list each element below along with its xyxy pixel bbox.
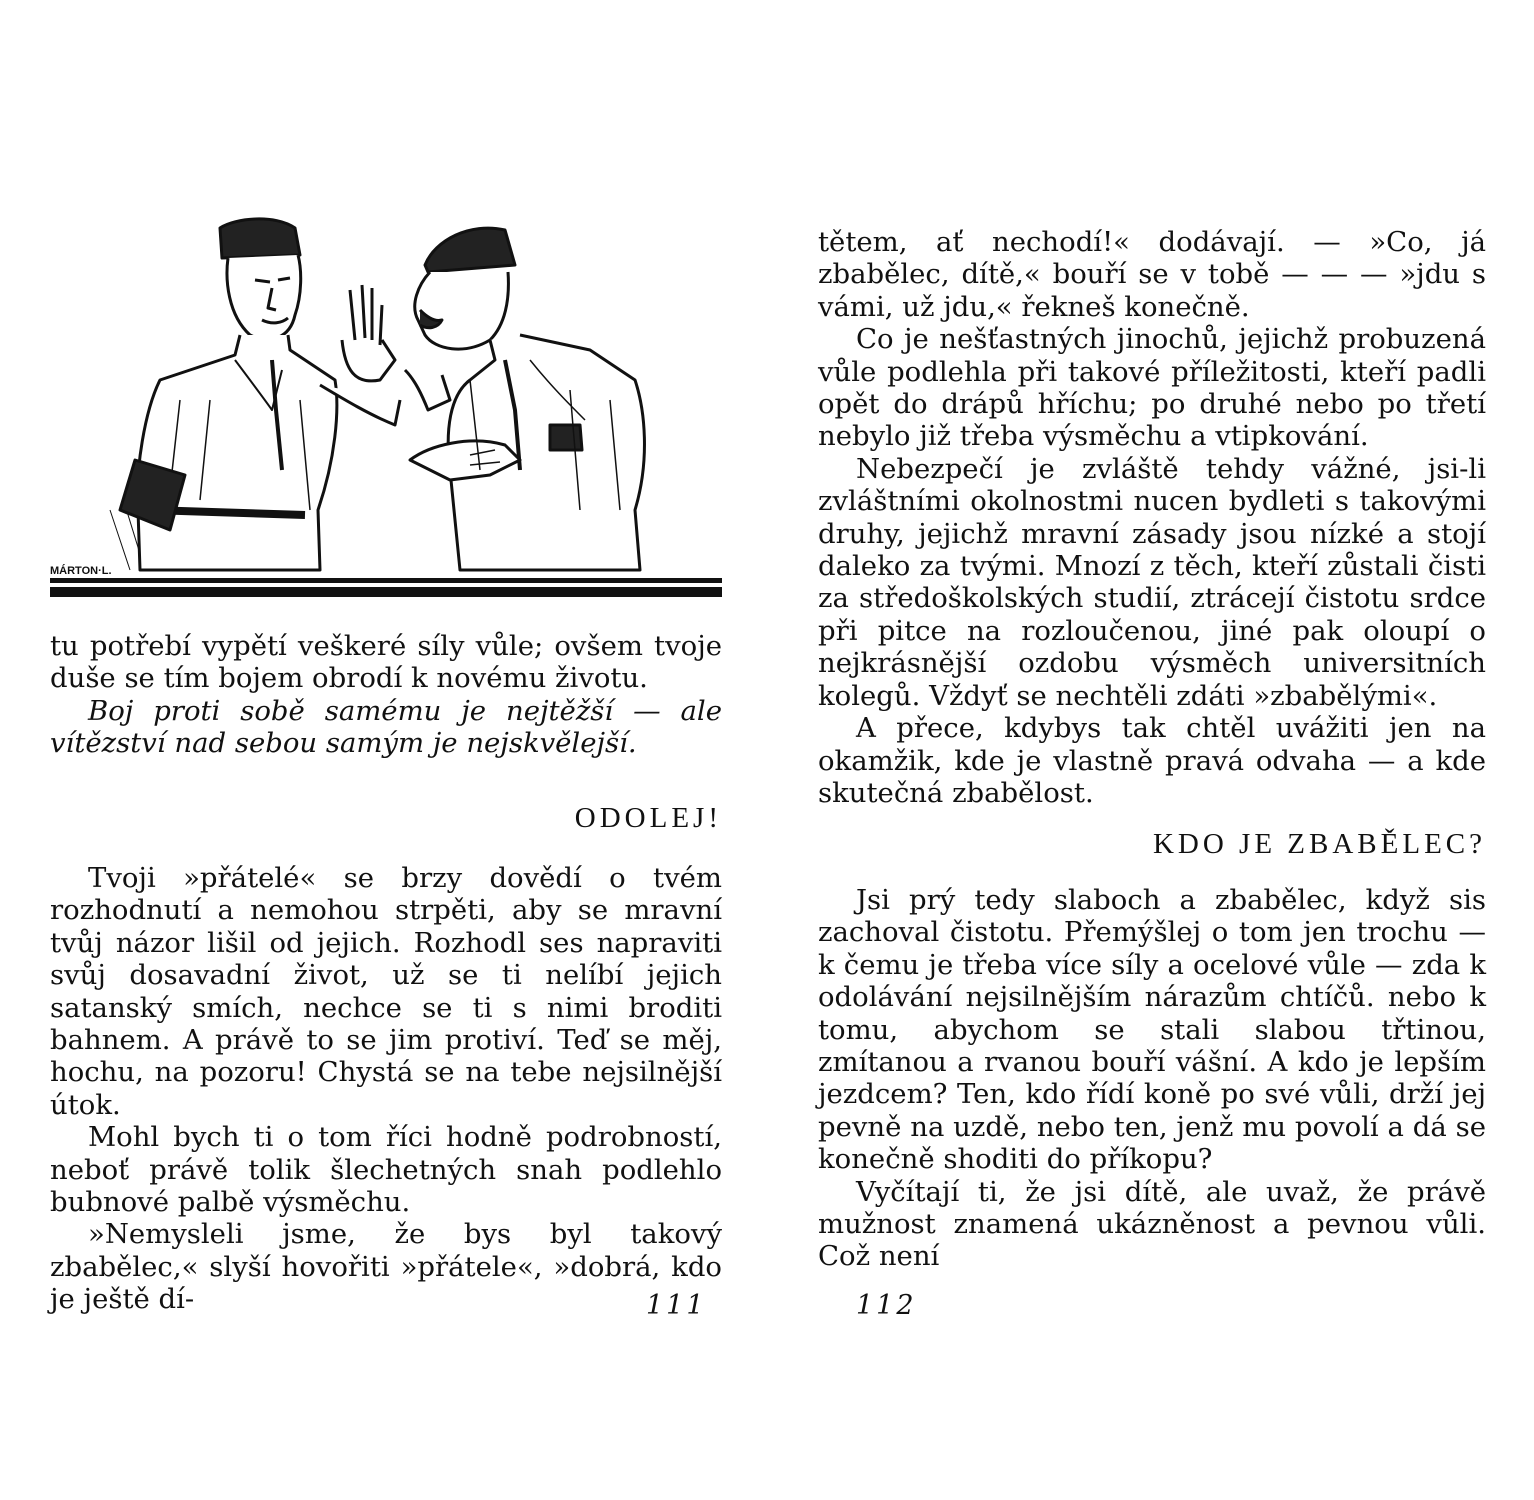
section-heading-odolej: ODOLEJ! bbox=[574, 802, 722, 834]
paragraph: Jsi prý tedy slaboch a zbabělec, když sis zachoval čistotu. Přemýšlej o tom jen trochu — k čemu je třeba více síly a ocelové vůle — zda k odolávání nejsilnějším nárazům chtíčů. nebo k tomu, abychom se stali slabou třtinou, zmítanou a rvanou bouří vášní. A kdo je lepším jezdcem? Ten, kdo řídí koně po své vůli, drží jej pevně na uzdě, nebo ten, jenž mu povolí a dá se konečně shoditi do příkopu? bbox=[818, 884, 1486, 1176]
paragraph: »Nemysleli jsme, že bys byl takový zbabělec,« slyší hovořiti »přátele«, »dobrá, kdo je ještě dí- bbox=[50, 1218, 722, 1316]
paragraph: Co je nešťastných jinochů, jejichž probuzená vůle podlehla při takové příležitosti, kteří padli opět do drápů hříchu; po druhé nebo po třetí nebylo již třeba výsměchu a vtipkování. bbox=[818, 323, 1486, 453]
right-figure bbox=[405, 228, 644, 570]
illustration-ground-line bbox=[50, 578, 722, 583]
right-opening-text bbox=[818, 226, 1486, 809]
paragraph: tu potřebí vypětí veškeré síly vůle; ovšem tvoje duše se tím bojem obrodí k novému životu. bbox=[50, 630, 722, 695]
illustration-base-bar bbox=[50, 587, 722, 597]
page-number-right: 112 bbox=[856, 1290, 917, 1321]
section-heading-kdo-je-zbabelec: KDO JE ZBABĚLEC? bbox=[1152, 828, 1486, 860]
illustration-drawing bbox=[50, 210, 722, 600]
illustration-two-young-men bbox=[50, 210, 722, 600]
paragraph: A přece, kdybys tak chtěl uvážiti jen na okamžik, kde je vlastně pravá odvaha — a kde skutečná zbabělost. bbox=[818, 712, 1486, 809]
right-body-text bbox=[818, 884, 1486, 1273]
paragraph: Tvoji »přátelé« se brzy dovědí o tvém rozhodnutí a nemohou strpěti, aby se mravní tvůj názor lišil od jejich. Rozhodl ses napraviti svůj dosavadní život, už se ti nelíbí jejich satanský smích, nechce se ti s nimi broditi bahnem. A právě to se jim protiví. Teď se měj, hochu, na pozoru! Chystá se na tebe nejsilnější útok. bbox=[50, 862, 722, 1121]
left-opening-text bbox=[50, 630, 722, 760]
paragraph: tětem, ať nechodí!« dodávají. — »Co, já zbabělec, dítě,« bouří se v tobě — — — »jdu s vámi, už jdu,« řekneš konečně. bbox=[818, 226, 1486, 323]
paragraph: Mohl bych ti o tom říci hodně podrobností, neboť právě tolik šlechetných snah podlehlo bubnové palbě výsměchu. bbox=[50, 1121, 722, 1219]
paragraph: Nebezpečí je zvláště tehdy vážné, jsi-li zvláštními okolnostmi nucen bydleti s takovými druhy, jejichž mravní zásady jsou nízké a stojí daleko za tvými. Mnozí z těch, kteří zůstali čisti za středoškolských studií, ztrácejí čistotu srdce při pitce na rozloučenou, jiné pak oloupí o nejkrásnější ozdobu výsměch universitních kolegů. Vždyť se nechtěli zdáti »zbabělými«. bbox=[818, 452, 1486, 712]
italic-motto: Boj proti sobě samému je nejtěžší — ale vítězství nad sebou samým je nejskvělejší. bbox=[50, 694, 722, 760]
page-number-left: 111 bbox=[646, 1290, 707, 1321]
left-body-text bbox=[50, 862, 722, 1316]
illustration-signature: MÁRTON·L. bbox=[50, 565, 112, 577]
left-figure bbox=[120, 219, 400, 570]
paragraph: Vyčítají ti, že jsi dítě, ale uvaž, že právě mužnost znamená ukázněnost a pevnou vůli. Což není bbox=[818, 1175, 1486, 1273]
